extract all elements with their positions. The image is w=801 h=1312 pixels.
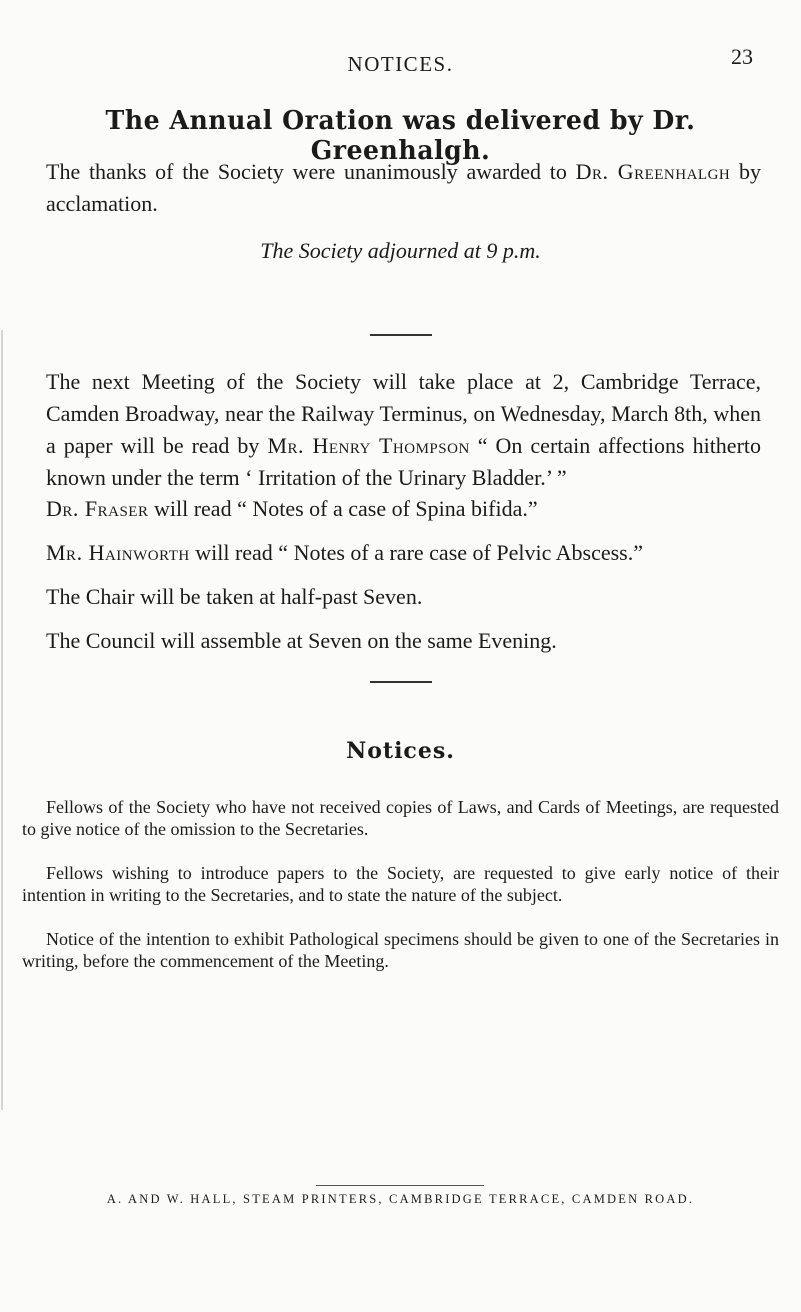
council-notice: The Council will assemble at Seven on the same Evening. bbox=[46, 628, 557, 653]
page-number: 23 bbox=[731, 44, 753, 69]
notice-item: Fellows of the Society who have not received copies of Laws, and Cards of Meetings, are requested to give notice of the omission to the Secretaries. bbox=[22, 797, 779, 839]
adjourned-notice: The Society adjourned at 9 p.m. bbox=[260, 238, 541, 263]
next-meeting-speaker: Mr. Henry Thompson bbox=[267, 433, 470, 458]
reading-fraser bbox=[46, 496, 538, 522]
reader-name: Dr. Fraser bbox=[46, 496, 149, 521]
next-meeting-text: The next Meeting of the Society will take place at 2, Cambridge Terrace, Camden Broadway, near the Railway Terminus, on Wednesday, March 8th, when a paper will be read by bbox=[46, 369, 761, 458]
thanks-text-start: The thanks of the Society were unanimously awarded to bbox=[46, 159, 567, 184]
reader-name: Mr. Hainworth bbox=[46, 540, 190, 565]
notices-heading: Notices. bbox=[346, 738, 455, 764]
next-meeting-paper: “ On certain affections hitherto known under the term ‘ Irritation of the Urinary Bladder.’ ” bbox=[46, 433, 762, 490]
section-divider bbox=[370, 681, 432, 683]
chair-notice: The Chair will be taken at half-past Seven. bbox=[46, 584, 423, 609]
next-meeting-paragraph bbox=[46, 366, 761, 494]
footer-divider bbox=[316, 1185, 484, 1186]
reading-text: will read “ Notes of a rare case of Pelvic Abscess.” bbox=[195, 540, 643, 565]
notice-item: Notice of the intention to exhibit Pathological specimens should be given to one of the Secretaries in writing, before the commencement of the Meeting. bbox=[22, 929, 779, 971]
running-head: NOTICES. bbox=[347, 52, 454, 76]
thanks-text-end: by acclamation. bbox=[46, 159, 762, 216]
thanks-name: Dr. Greenhalgh bbox=[575, 159, 731, 184]
reading-text: will read “ Notes of a case of Spina bifida.” bbox=[153, 496, 538, 521]
section-divider bbox=[370, 334, 432, 336]
thanks-paragraph bbox=[46, 156, 761, 220]
printer-imprint: A. AND W. HALL, STEAM PRINTERS, CAMBRIDGE TERRACE, CAMDEN ROAD. bbox=[106, 1192, 695, 1206]
notice-item: Fellows wishing to introduce papers to the Society, are requested to give early notice of their intention in writing to the Secretaries, and to state the nature of the subject. bbox=[22, 863, 779, 905]
reading-hainworth bbox=[46, 540, 643, 566]
page-edge-shadow bbox=[1, 330, 3, 1110]
oration-title: The Annual Oration was delivered by Dr. Greenhalgh. bbox=[105, 106, 696, 166]
